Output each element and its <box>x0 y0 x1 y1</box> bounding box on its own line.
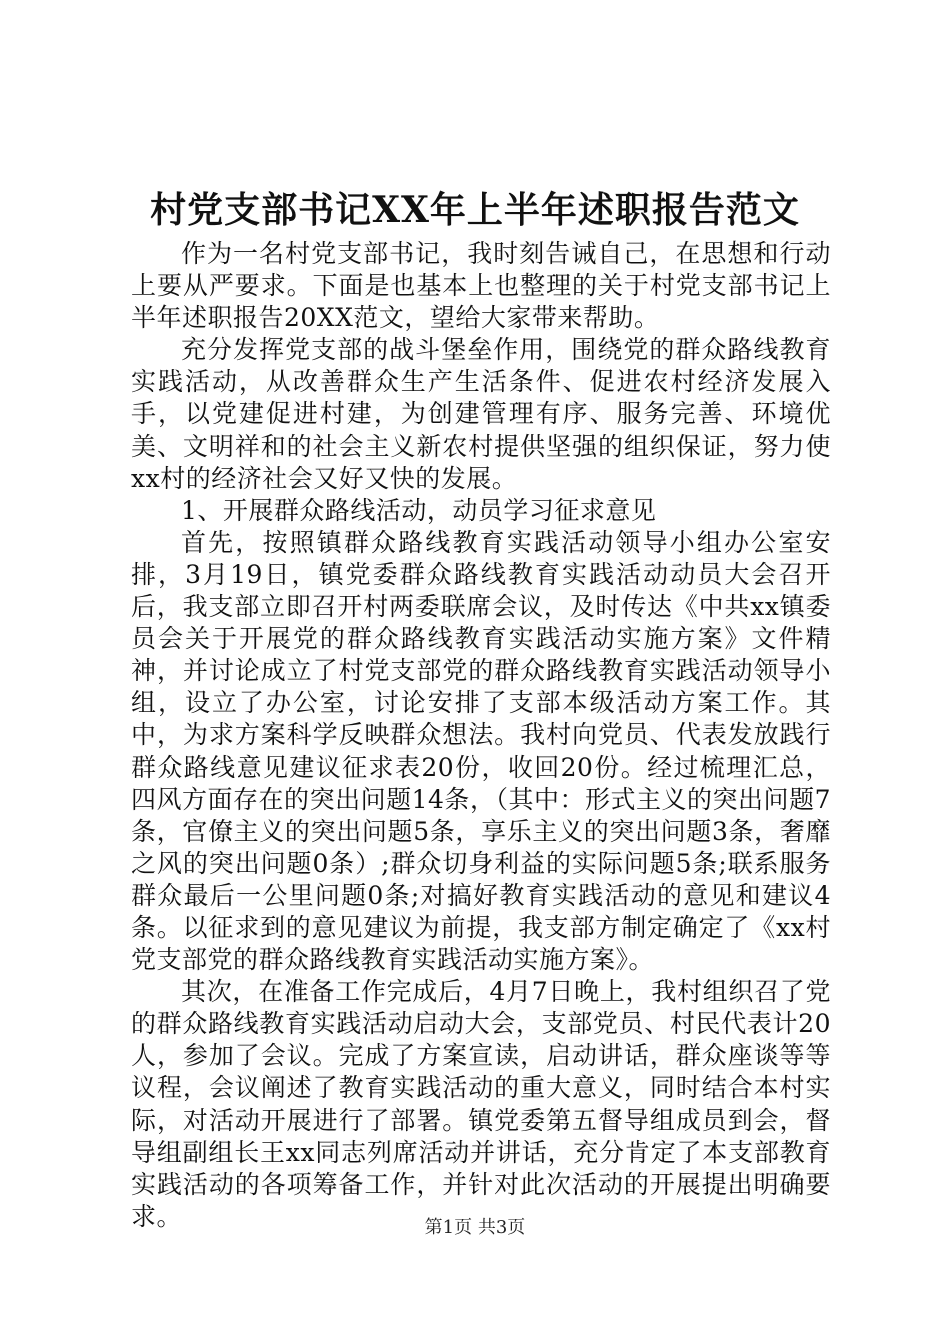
section-heading-1: 1、开展群众路线活动，动员学习征求意见 <box>181 495 657 525</box>
paragraph-second: 其次，在准备工作完成后，4月7日晚上，我村组织召了党的群众路线教育实践活动启动大会，支部党员、村民代表计20人，参加了会议。完成了方案宣读，启动讲话，群众座谈等等议程，会议阐述了教育实践活动的重大意义，同时结合本村实际，对活动开展进行了部署。镇党委第五督导组成员到会，督导组副组长王xx同志列席活动并讲话，充分肯定了本支部教育实践活动的各项筹备工作，并针对此次活动的开展提出明确要求。 <box>131 977 831 1231</box>
paragraph-first: 首先，按照镇群众路线教育实践活动领导小组办公室安排，3月19日，镇党委群众路线教育实践活动动员大会召开后，我支部立即召开村两委联席会议，及时传达《中共xx镇委员会关于开展党的群众路线教育实践活动实施方案》文件精神，并讨论成立了村党支部党的群众路线教育实践活动领导小组，设立了办公室，讨论安排了支部本级活动方案工作。其中，为求方案科学反映群众想法。我村向党员、代表发放践行群众路线意见建议征求表20份，收回20份。经过梳理汇总，四风方面存在的突出问题14条，（其中：形式主义的突出问题7条，官僚主义的突出问题5条，享乐主义的突出问题3条，奢靡之风的突出问题0条）;群众切身利益的实际问题5条;联系服务群众最后一公里问题0条;对搞好教育实践活动的意见和建议4条。以征求到的意见建议为前提，我支部方制定确定了《xx村党支部党的群众路线教育实践活动实施方案》。 <box>131 527 831 975</box>
document-title: 村党支部书记XX年上半年述职报告范文 <box>150 189 800 231</box>
paragraph-overview: 充分发挥党支部的战斗堡垒作用，围绕党的群众路线教育实践活动，从改善群众生产生活条件、促进农村经济发展入手，以党建促进村建，为创建管理有序、服务完善、环境优美、文明祥和的社会主义新农村提供坚强的组织保证，努力使xx村的经济社会又好又快的发展。 <box>131 335 831 493</box>
document-body <box>131 238 831 1233</box>
page-footer: 第1页 共3页 <box>424 1217 526 1238</box>
paragraph-intro: 作为一名村党支部书记，我时刻告诫自己，在思想和行动上要从严要求。下面是也基本上也整理的关于村党支部书记上半年述职报告20XX范文，望给大家带来帮助。 <box>131 239 831 333</box>
